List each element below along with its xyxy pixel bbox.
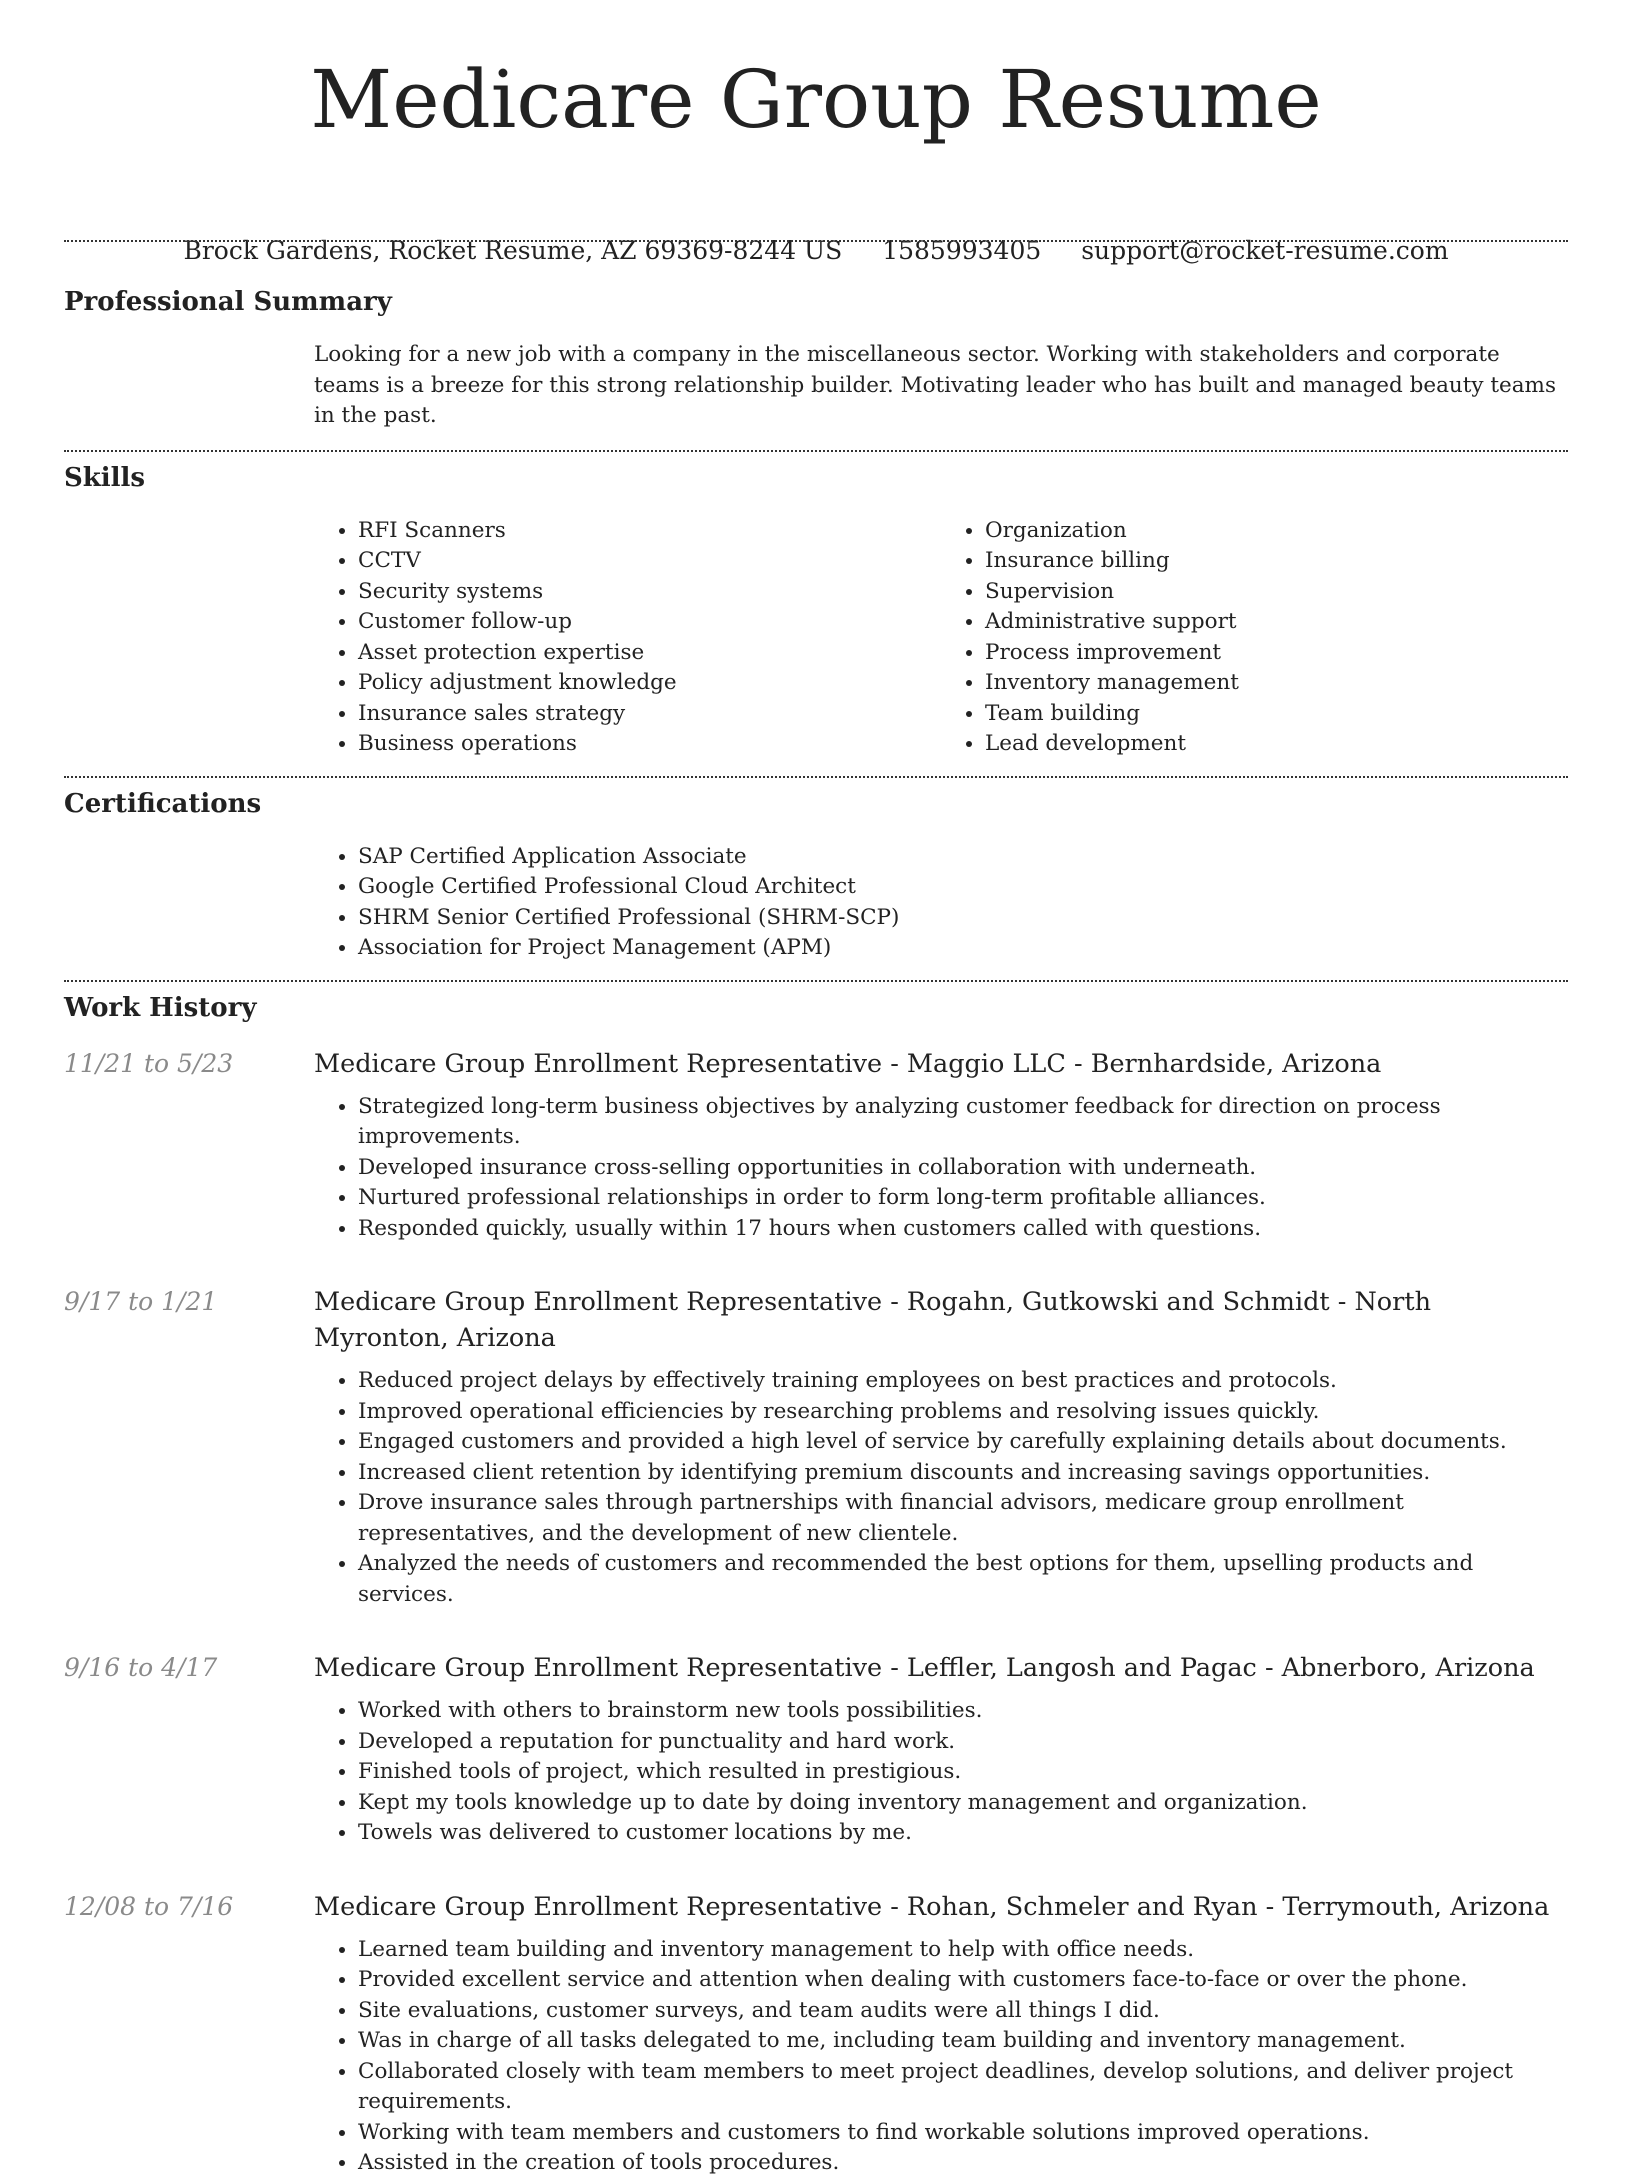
skill-item: • Policy adjustment knowledge [358, 668, 941, 699]
job-title: Medicare Group Enrollment Representative - Leffler, Langosh and Pagac - Abnerboro, Arizona [314, 1653, 1535, 1683]
job-bullet: • Developed a reputation for punctuality and hard work. [358, 1727, 1568, 1758]
skills-list-left [314, 516, 941, 760]
certifications-body [314, 842, 1568, 964]
job-entry [64, 1284, 1568, 1610]
job-bullet: • Learned team building and inventory management to help with office needs. [358, 1935, 1568, 1966]
job-bullet: • Responded quickly, usually within 17 hours when customers called with questions. [358, 1214, 1568, 1245]
job-title: Medicare Group Enrollment Representative - Rohan, Schmeler and Ryan - Terrymouth, Arizona [314, 1891, 1550, 1922]
job-dates: 9/16 to 4/17 [64, 1653, 218, 1682]
section-title-work-history: Work History [64, 992, 257, 1023]
skill-item: • Process improvement [985, 638, 1568, 669]
skill-item: • CCTV [358, 546, 941, 577]
job-bullet: • Worked with others to brainstorm new tools possibilities. [358, 1696, 1568, 1727]
contact-email: support@rocket-resume.com [1081, 236, 1449, 265]
job-bullets [314, 1696, 1568, 1849]
section-title-skills: Skills [64, 462, 146, 493]
summary-text: Looking for a new job with a company in the miscellaneous sector. Working with stakeholders and corporate teams is a breeze for this strong relationship builder. Motivating leader who has built and managed beauty teams in the past. [314, 342, 1556, 428]
job-bullet: • Strategized long-term business objectives by analyzing customer feedback for direction on process improvements. [358, 1092, 1568, 1153]
job-entry [64, 1889, 1568, 2179]
certification-item: • SHRM Senior Certified Professional (SHRM-SCP) [358, 903, 1568, 934]
skill-item: • Lead development [985, 729, 1568, 760]
job-bullet: • Was in charge of all tasks delegated to me, including team building and inventory management. [358, 2026, 1568, 2057]
job-bullet: • Improved operational efficiencies by researching problems and resolving issues quickly. [358, 1397, 1568, 1428]
job-bullets [314, 1092, 1568, 1245]
job-bullet: • Nurtured professional relationships in order to form long-term profitable alliances. [358, 1183, 1568, 1214]
contact-address: Brock Gardens, Rocket Resume, AZ 69369-8244 US [183, 236, 843, 265]
section-title-summary: Professional Summary [64, 287, 392, 317]
summary-section [64, 242, 1568, 450]
skill-item: • Insurance billing [985, 546, 1568, 577]
certifications-section [64, 778, 1568, 980]
contact-phone: 1585993405 [882, 236, 1042, 265]
skill-item: • Supervision [985, 577, 1568, 608]
job-bullet: • Increased client retention by identifying premium discounts and increasing savings opportunities. [358, 1458, 1568, 1489]
skill-item: • Insurance sales strategy [358, 699, 941, 730]
skill-item: • Team building [985, 699, 1568, 730]
job-bullet: • Assisted in the creation of tools procedures. [358, 2148, 1568, 2179]
section-title-certifications: Certifications [64, 788, 262, 819]
skills-list-right [941, 516, 1568, 760]
job-bullets [314, 1935, 1568, 2179]
certification-item: • SAP Certified Application Associate [358, 842, 1568, 873]
job-bullets [314, 1366, 1568, 1610]
certifications-list [314, 842, 1568, 964]
job-bullet: • Drove insurance sales through partnerships with financial advisors, medicare group enrollment representatives, and the development of new clientele. [358, 1488, 1568, 1549]
job-bullet: • Analyzed the needs of customers and recommended the best options for them, upselling products and services. [358, 1549, 1568, 1610]
job-entry [64, 1046, 1568, 1245]
resume-name: Medicare Group Resume [310, 53, 1322, 146]
job-bullet: • Engaged customers and provided a high level of service by carefully explaining details about documents. [358, 1427, 1568, 1458]
skill-item: • Asset protection expertise [358, 638, 941, 669]
job-bullet: • Finished tools of project, which resulted in prestigious. [358, 1757, 1568, 1788]
job-title: Medicare Group Enrollment Representative - Maggio LLC - Bernhardside, Arizona [314, 1048, 1382, 1079]
job-title: Medicare Group Enrollment Representative - Rogahn, Gutkowski and Schmidt - North Myronton, Arizona [314, 1287, 1432, 1353]
job-dates: 9/17 to 1/21 [64, 1287, 218, 1316]
job-bullet: • Working with team members and customers to find workable solutions improved operations. [358, 2118, 1568, 2149]
job-bullet: • Site evaluations, customer surveys, and team audits were all things I did. [358, 1996, 1568, 2027]
skill-item: • Security systems [358, 577, 941, 608]
job-bullet: • Developed insurance cross-selling opportunities in collaboration with underneath. [358, 1153, 1568, 1184]
certification-item: • Association for Project Management (APM) [358, 933, 1568, 964]
skill-item: • Business operations [358, 729, 941, 760]
certification-item: • Google Certified Professional Cloud Architect [358, 872, 1568, 903]
skill-item: • Organization [985, 516, 1568, 547]
job-bullet: • Reduced project delays by effectively training employees on best practices and protocols. [358, 1366, 1568, 1397]
skills-section [64, 452, 1568, 776]
job-bullet: • Kept my tools knowledge up to date by doing inventory management and organization. [358, 1788, 1568, 1819]
skill-item: • Administrative support [985, 607, 1568, 638]
job-dates: 11/21 to 5/23 [64, 1048, 234, 1078]
skill-item: • RFI Scanners [358, 516, 941, 547]
job-bullet: • Provided excellent service and attention when dealing with customers face-to-face or over the phone. [358, 1965, 1568, 1996]
skill-item: • Customer follow-up [358, 607, 941, 638]
skill-item: • Inventory management [985, 668, 1568, 699]
job-bullet: • Towels was delivered to customer locations by me. [358, 1818, 1568, 1849]
job-bullet: • Collaborated closely with team members to meet project deadlines, develop solutions, and deliver project requirements. [358, 2057, 1568, 2118]
skills-grid [314, 516, 1568, 760]
job-entry [64, 1650, 1568, 1849]
work-history-section [64, 982, 1568, 2179]
job-dates: 12/08 to 7/16 [64, 1891, 234, 1921]
